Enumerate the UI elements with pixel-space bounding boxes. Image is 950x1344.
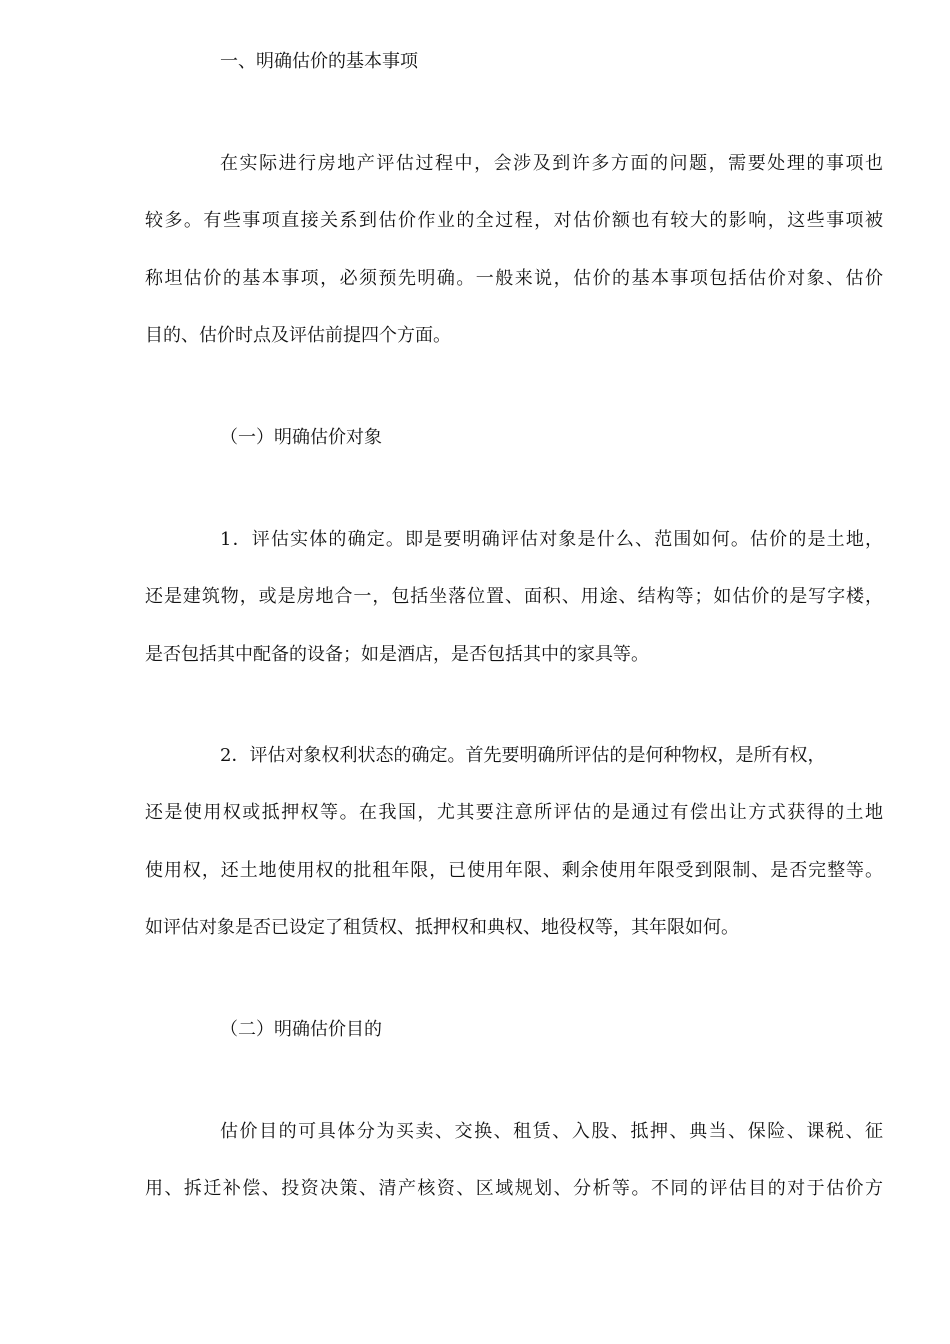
paragraph-line: 还是使用权或抵押权等。在我国，尤其要注意所评估的是通过有偿出让方式获得的土地 [145,802,883,823]
paragraph-line: 是否包括其中配备的设备；如是酒店，是否包括其中的家具等。 [145,644,649,665]
paragraph-line: 用、拆迁补偿、投资决策、清产核资、区域规划、分析等。不同的评估目的对于估价方 [145,1178,883,1199]
paragraph-line: 目的、估价时点及评估前提四个方面。 [145,325,451,346]
paragraph-line: 2．评估对象权利状态的确定。首先要明确所评估的是何种物权，是所有权， [220,745,826,766]
paragraph-line: 较多。有些事项直接关系到估价作业的全过程，对估价额也有较大的影响，这些事项被 [145,210,883,231]
paragraph-line: 估价目的可具体分为买卖、交换、租赁、入股、抵押、典当、保险、课税、征 [220,1121,883,1142]
section-heading-object: （一）明确估价对象 [220,427,382,448]
section-heading-purpose: （二）明确估价目的 [220,1019,382,1040]
paragraph-line: 使用权，还土地使用权的批租年限，已使用年限、剩余使用年限受到限制、是否完整等。 [145,860,883,881]
paragraph-line: 1．评估实体的确定。即是要明确评估对象是什么、范围如何。估价的是土地， [220,529,883,550]
paragraph-line: 如评估对象是否已设定了租赁权、抵押权和典权、地役权等，其年限如何。 [145,917,739,938]
paragraph-line: 称坦估价的基本事项，必须预先明确。一般来说，估价的基本事项包括估价对象、估价 [145,268,883,289]
paragraph-line: 在实际进行房地产评估过程中，会涉及到许多方面的问题，需要处理的事项也 [220,153,883,174]
heading-basic-matters: 一、明确估价的基本事项 [220,51,418,72]
paragraph-line: 还是建筑物，或是房地合一，包括坐落位置、面积、用途、结构等；如估价的是写字楼， [145,586,883,607]
